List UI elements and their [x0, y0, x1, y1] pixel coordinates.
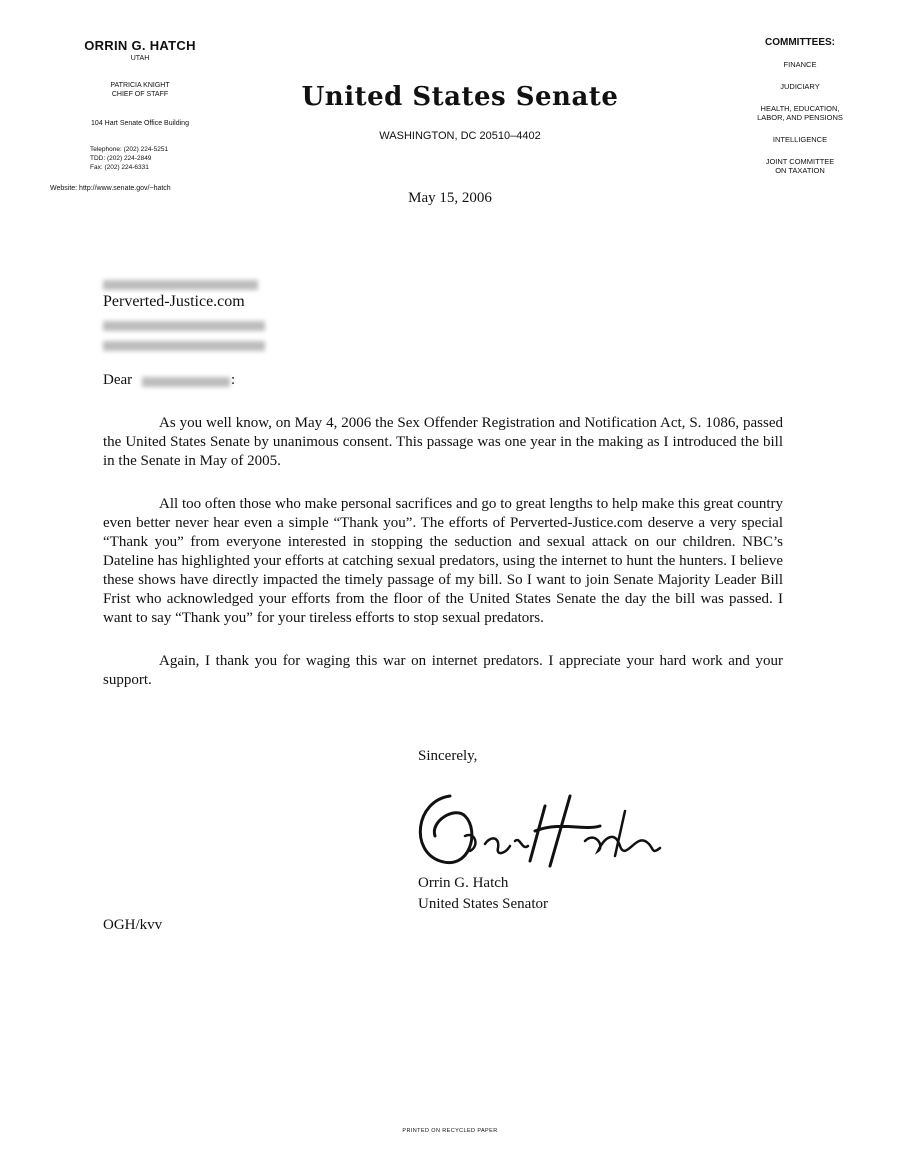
senator-name: ORRIN G. HATCH	[84, 38, 196, 53]
redacted-recipient-name	[103, 280, 258, 290]
redacted-address-line	[103, 341, 265, 351]
salutation: Dear	[103, 372, 133, 388]
letter-body	[103, 414, 783, 714]
senate-address: WASHINGTON, DC 20510–4402	[379, 130, 541, 142]
committee-item: FINANCE	[783, 60, 817, 69]
committees-heading: COMMITTEES:	[765, 37, 835, 48]
phone-number: Telephone: (202) 224-5251	[90, 146, 169, 153]
letter-date: May 15, 2006	[408, 190, 492, 206]
website-link[interactable]: Website: http://www.senate.gov/~hatch	[50, 185, 171, 192]
committee-item	[720, 104, 880, 122]
salutation-colon: :	[231, 372, 236, 388]
recycled-paper-notice: PRINTED ON RECYCLED PAPER	[402, 1128, 498, 1134]
committee-item	[720, 157, 880, 175]
signer-title: United States Senator	[418, 896, 548, 912]
body-paragraph-1: As you well know, on May 4, 2006 the Sex Offender Registration and Notification Act, S. 1086, passed the United States Senate by unanimous consent. This passage was one year in the making as I introduced the bill in the Senate in May of 2005.	[103, 415, 783, 469]
fax-number: Fax: (202) 224-6331	[90, 164, 149, 171]
typist-initials: OGH/kvv	[103, 917, 163, 933]
office-address: 104 Hart Senate Office Building	[91, 120, 189, 127]
phone-block	[90, 145, 210, 172]
senate-title: United States Senate	[301, 82, 619, 112]
chief-of-staff-title: CHIEF OF STAFF	[111, 91, 169, 98]
senator-state: UTAH	[130, 55, 150, 62]
committee-item: JUDICIARY	[780, 82, 820, 91]
committee-list	[720, 60, 880, 188]
committee-item: INTELLIGENCE	[772, 135, 828, 144]
chief-of-staff-name: PATRICIA KNIGHT	[110, 82, 170, 89]
body-paragraph-3: Again, I thank you for waging this war on internet predators. I appreciate your hard work and your support.	[103, 653, 783, 688]
redacted-address-line	[103, 321, 265, 331]
committee-item-line: JOINT COMMITTEE ON TAXATION	[765, 157, 835, 175]
recipient-organization: Perverted-Justice.com	[103, 293, 245, 310]
signer-name: Orrin G. Hatch	[418, 875, 509, 891]
redacted-salutation-name	[142, 377, 230, 387]
handwritten-signature	[410, 776, 680, 876]
valediction: Sincerely,	[418, 748, 478, 764]
committee-item-line: HEALTH, EDUCATION, LABOR, AND PENSIONS	[757, 104, 843, 122]
tdd-number: TDD: (202) 224-2849	[90, 155, 152, 162]
body-paragraph-2: All too often those who make personal sacrifices and go to great lengths to help make this great country even better never hear even a simple “Thank you”. The efforts of Perverted-Justice.com deserve a very special “Thank you” from everyone interested in stopping the seduction and sexual attack on our children. NBC’s Dateline has highlighted your efforts at catching sexual predators, using the internet to hunt the hunters. I believe these shows have directly impacted the timely passage of my bill. So I want to join Senate Majority Leader Bill Frist who acknowledged your efforts from the floor of the United States Senate the day the bill was passed. I want to say “Thank you” for your tireless efforts to stop sexual predators.	[103, 496, 783, 626]
